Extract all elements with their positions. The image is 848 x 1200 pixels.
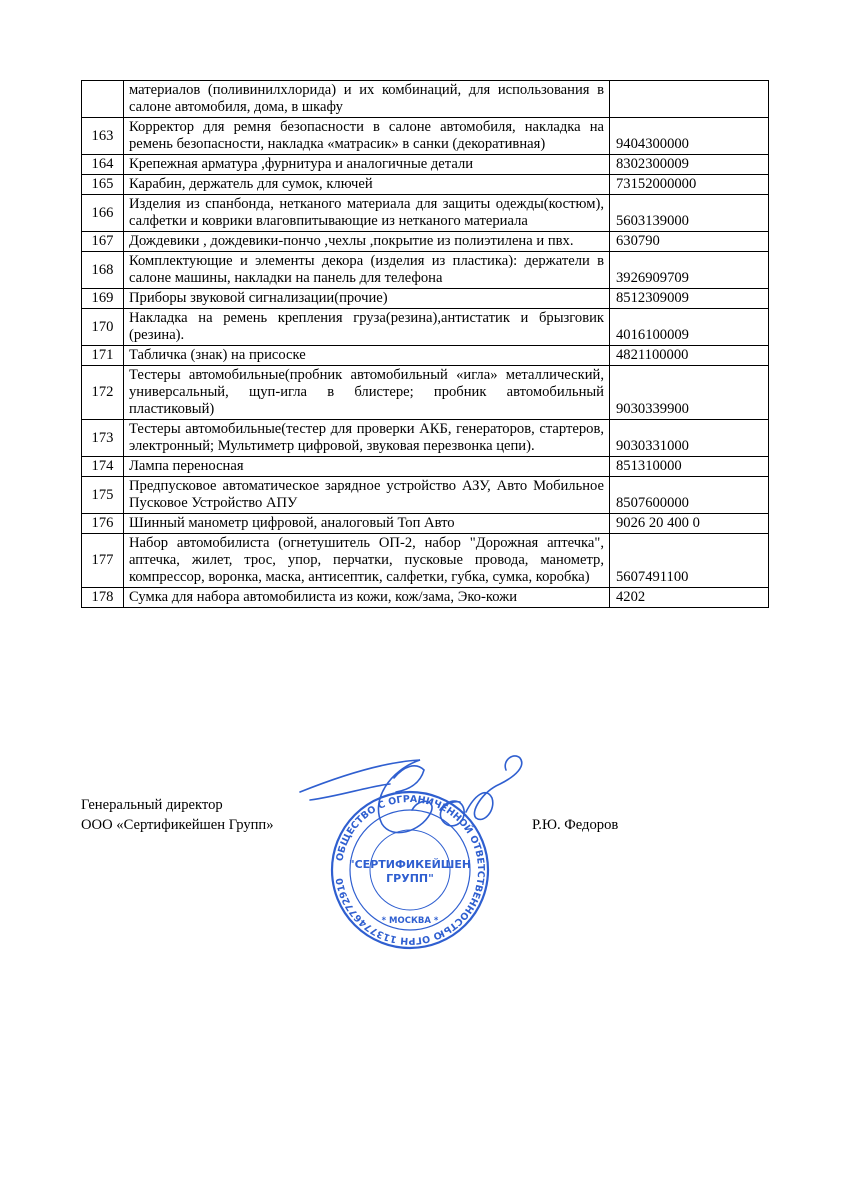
- company-name: ООО «Сертификейшен Групп»: [81, 817, 274, 833]
- table-row: [82, 514, 769, 534]
- row-number: 176: [82, 514, 124, 534]
- row-number: 166: [82, 195, 124, 232]
- table-row: [82, 366, 769, 420]
- table-row: [82, 309, 769, 346]
- signatory-name: Р.Ю. Федоров: [532, 817, 619, 833]
- item-description: Крепежная арматура ,фурнитура и аналогичные детали: [124, 155, 610, 175]
- table-row: [82, 155, 769, 175]
- signatory-position: [81, 795, 274, 835]
- tnved-code: 630790: [610, 232, 769, 252]
- tnved-code: 5607491100: [610, 534, 769, 588]
- seal-center-line2: ГРУПП": [386, 872, 434, 885]
- item-description: Табличка (знак) на присоске: [124, 346, 610, 366]
- row-number: 177: [82, 534, 124, 588]
- table-row: [82, 457, 769, 477]
- item-description: Тестеры автомобильные(пробник автомобильный «игла» металлический, универсальный, щуп-игла в блистере; пробник автомобильный пластиковый): [124, 366, 610, 420]
- item-description: Изделия из спанбонда, нетканого материала для защиты одежды(костюм), салфетки и коврики влаговпитывающие из нетканого материала: [124, 195, 610, 232]
- row-number: 164: [82, 155, 124, 175]
- table-row: [82, 346, 769, 366]
- seal-center-line1: "СЕРТИФИКЕЙШЕН: [348, 858, 472, 871]
- tnved-code: 8302300009: [610, 155, 769, 175]
- table-row: [82, 195, 769, 232]
- item-description: Тестеры автомобильные(тестер для проверки АКБ, генераторов, стартеров, электронный; Мультиметр цифровой, звуковая перезвонка цепи).: [124, 420, 610, 457]
- goods-table-body: [82, 81, 769, 608]
- row-number: 169: [82, 289, 124, 309]
- row-number: 172: [82, 366, 124, 420]
- table-row: [82, 252, 769, 289]
- tnved-code: 3926909709: [610, 252, 769, 289]
- item-description: Карабин, держатель для сумок, ключей: [124, 175, 610, 195]
- seal-ring-text-path: ОБЩЕСТВО С ОГРАНИЧЕННОЙ ОТВЕТСТВЕННОСТЬЮ ОГРН 1137746772910: [334, 793, 487, 947]
- item-description: Сумка для набора автомобилиста из кожи, кож/зама, Эко-кожи: [124, 588, 610, 608]
- tnved-code: 9026 20 400 0: [610, 514, 769, 534]
- table-row: [82, 477, 769, 514]
- item-description: Приборы звуковой сигнализации(прочие): [124, 289, 610, 309]
- position-title: Генеральный директор: [81, 797, 223, 813]
- table-row: [82, 588, 769, 608]
- row-number: 173: [82, 420, 124, 457]
- table-row: [82, 232, 769, 252]
- item-description: материалов (поливинилхлорида) и их комбинаций, для использования в салоне автомобиля, дома, в шкафу: [124, 81, 610, 118]
- company-seal: [270, 740, 550, 970]
- table-row: [82, 81, 769, 118]
- item-description: Шинный манометр цифровой, аналоговый Топ Авто: [124, 514, 610, 534]
- tnved-code: 9030331000: [610, 420, 769, 457]
- table-row: [82, 118, 769, 155]
- item-description: Дождевики , дождевики-пончо ,чехлы ,покрытие из полиэтилена и пвх.: [124, 232, 610, 252]
- tnved-code: 851310000: [610, 457, 769, 477]
- row-number: 167: [82, 232, 124, 252]
- item-description: Предпусковое автоматическое зарядное устройство АЗУ, Авто Мобильное Пусковое Устройство АПУ: [124, 477, 610, 514]
- tnved-code: 8512309009: [610, 289, 769, 309]
- table-row: [82, 289, 769, 309]
- row-number: 171: [82, 346, 124, 366]
- item-description: Корректор для ремня безопасности в салоне автомобиля, накладка на ремень безопасности, накладка «матрасик» в санки (декоративная): [124, 118, 610, 155]
- table-row: [82, 175, 769, 195]
- table-row: [82, 420, 769, 457]
- tnved-code: 4202: [610, 588, 769, 608]
- row-number: 165: [82, 175, 124, 195]
- tnved-code: 5603139000: [610, 195, 769, 232]
- goods-table: [81, 80, 769, 608]
- tnved-code: 9030339900: [610, 366, 769, 420]
- tnved-code: 8507600000: [610, 477, 769, 514]
- item-description: Накладка на ремень крепления груза(резина),антистатик и брызговик (резина).: [124, 309, 610, 346]
- tnved-code: 4821100000: [610, 346, 769, 366]
- seal-city: * МОСКВА *: [381, 916, 439, 926]
- item-description: Набор автомобилиста (огнетушитель ОП-2, набор "Дорожная аптечка", аптечка, жилет, трос, упор, перчатки, пусковые провода, манометр, компрессор, воронка, маска, антисептик, салфетки, губка, сумка, коробка): [124, 534, 610, 588]
- row-number: 168: [82, 252, 124, 289]
- item-description: Комплектующие и элементы декора (изделия из пластика): держатели в салоне машины, накладки на панель для телефона: [124, 252, 610, 289]
- row-number: 170: [82, 309, 124, 346]
- table-row: [82, 534, 769, 588]
- row-number: 175: [82, 477, 124, 514]
- row-number: 174: [82, 457, 124, 477]
- row-number: 163: [82, 118, 124, 155]
- tnved-code: [610, 81, 769, 118]
- row-number: 178: [82, 588, 124, 608]
- item-description: Лампа переносная: [124, 457, 610, 477]
- tnved-code: 4016100009: [610, 309, 769, 346]
- tnved-code: 73152000000: [610, 175, 769, 195]
- tnved-code: 9404300000: [610, 118, 769, 155]
- row-number: [82, 81, 124, 118]
